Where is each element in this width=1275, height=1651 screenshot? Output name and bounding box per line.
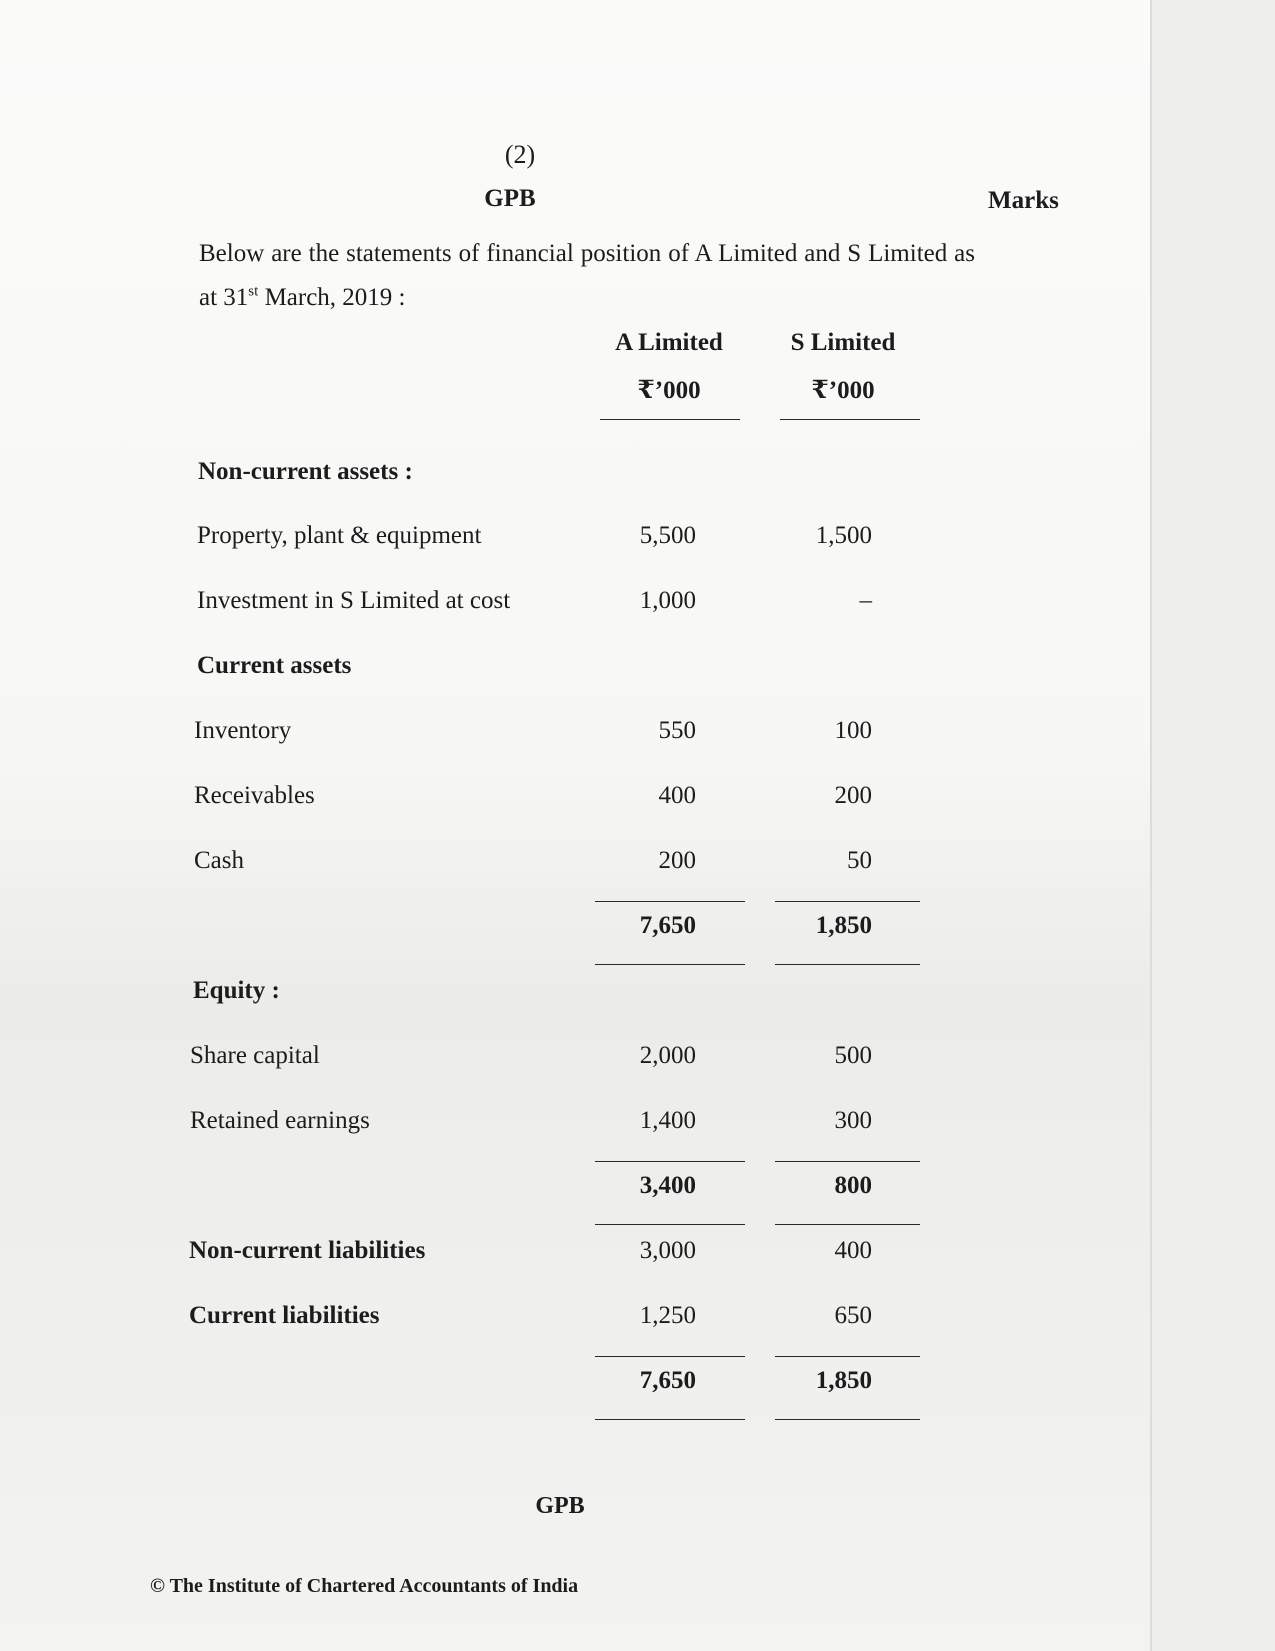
row-label: Share capital [190, 1042, 320, 1069]
section-heading: Current liabilities [189, 1302, 380, 1329]
column-a-unit: ₹’000 [637, 377, 701, 404]
subtotal-rule-below [595, 1224, 745, 1225]
header-rule-s [780, 419, 920, 420]
subtotal-rule-above [775, 1356, 920, 1357]
subtotal-rule-above [595, 1161, 745, 1162]
column-s-unit: ₹’000 [811, 377, 875, 404]
value-a-limited: 1,250 [639, 1302, 696, 1329]
value-s-limited: 50 [847, 847, 872, 874]
section-heading: Non-current assets : [198, 458, 413, 485]
row-label: Retained earnings [190, 1107, 370, 1134]
value-a-limited: 7,650 [639, 1367, 696, 1394]
value-s-limited: 1,850 [815, 912, 872, 939]
column-s-heading: S Limited [790, 329, 896, 356]
subtotal-rule-above [775, 901, 920, 902]
marks-heading: Marks [988, 187, 1059, 214]
page-number: (2) [504, 140, 536, 169]
paper-code-bottom: GPB [535, 1493, 585, 1519]
value-s-limited: – [859, 587, 872, 614]
value-a-limited: 550 [658, 717, 696, 744]
value-s-limited: 1,500 [815, 522, 872, 549]
row-label: Cash [194, 847, 244, 874]
value-s-limited: 650 [834, 1302, 872, 1329]
subtotal-rule-above [595, 901, 745, 902]
value-s-limited: 200 [834, 782, 872, 809]
row-label: Investment in S Limited at cost [197, 587, 511, 614]
section-heading: Non-current liabilities [189, 1237, 426, 1264]
subtotal-rule-below [595, 964, 745, 965]
row-label: Inventory [194, 717, 292, 744]
value-a-limited: 2,000 [639, 1042, 696, 1069]
value-a-limited: 1,000 [639, 587, 696, 614]
section-heading: Equity : [193, 977, 280, 1004]
section-heading: Current assets [197, 652, 352, 679]
paper-code-top: GPB [484, 185, 536, 212]
value-s-limited: 300 [834, 1107, 872, 1134]
value-s-limited: 500 [834, 1042, 872, 1069]
value-a-limited: 400 [658, 782, 696, 809]
value-a-limited: 1,400 [639, 1107, 696, 1134]
subtotal-rule-below [775, 1224, 920, 1225]
page-edge [1150, 0, 1275, 1651]
value-a-limited: 3,400 [639, 1172, 696, 1199]
value-s-limited: 800 [834, 1172, 872, 1199]
value-s-limited: 100 [834, 717, 872, 744]
subtotal-rule-below [775, 964, 920, 965]
value-s-limited: 1,850 [815, 1367, 872, 1394]
copyright-notice: © The Institute of Chartered Accountants of India [150, 1575, 579, 1597]
header-rule-a [600, 419, 740, 420]
subtotal-rule-above [595, 1356, 745, 1357]
row-label: Property, plant & equipment [197, 522, 482, 549]
subtotal-rule-above [775, 1161, 920, 1162]
value-a-limited: 7,650 [639, 912, 696, 939]
row-label: Receivables [194, 782, 315, 809]
value-a-limited: 3,000 [639, 1237, 696, 1264]
question-intro: Below are the statements of financial position of A Limited and S Limited as at 31st March, 2019 : [199, 240, 975, 311]
column-a-heading: A Limited [615, 329, 723, 356]
subtotal-rule-below [595, 1419, 745, 1420]
value-s-limited: 400 [834, 1237, 872, 1264]
subtotal-rule-below [775, 1419, 920, 1420]
value-a-limited: 200 [658, 847, 696, 874]
value-a-limited: 5,500 [639, 522, 696, 549]
